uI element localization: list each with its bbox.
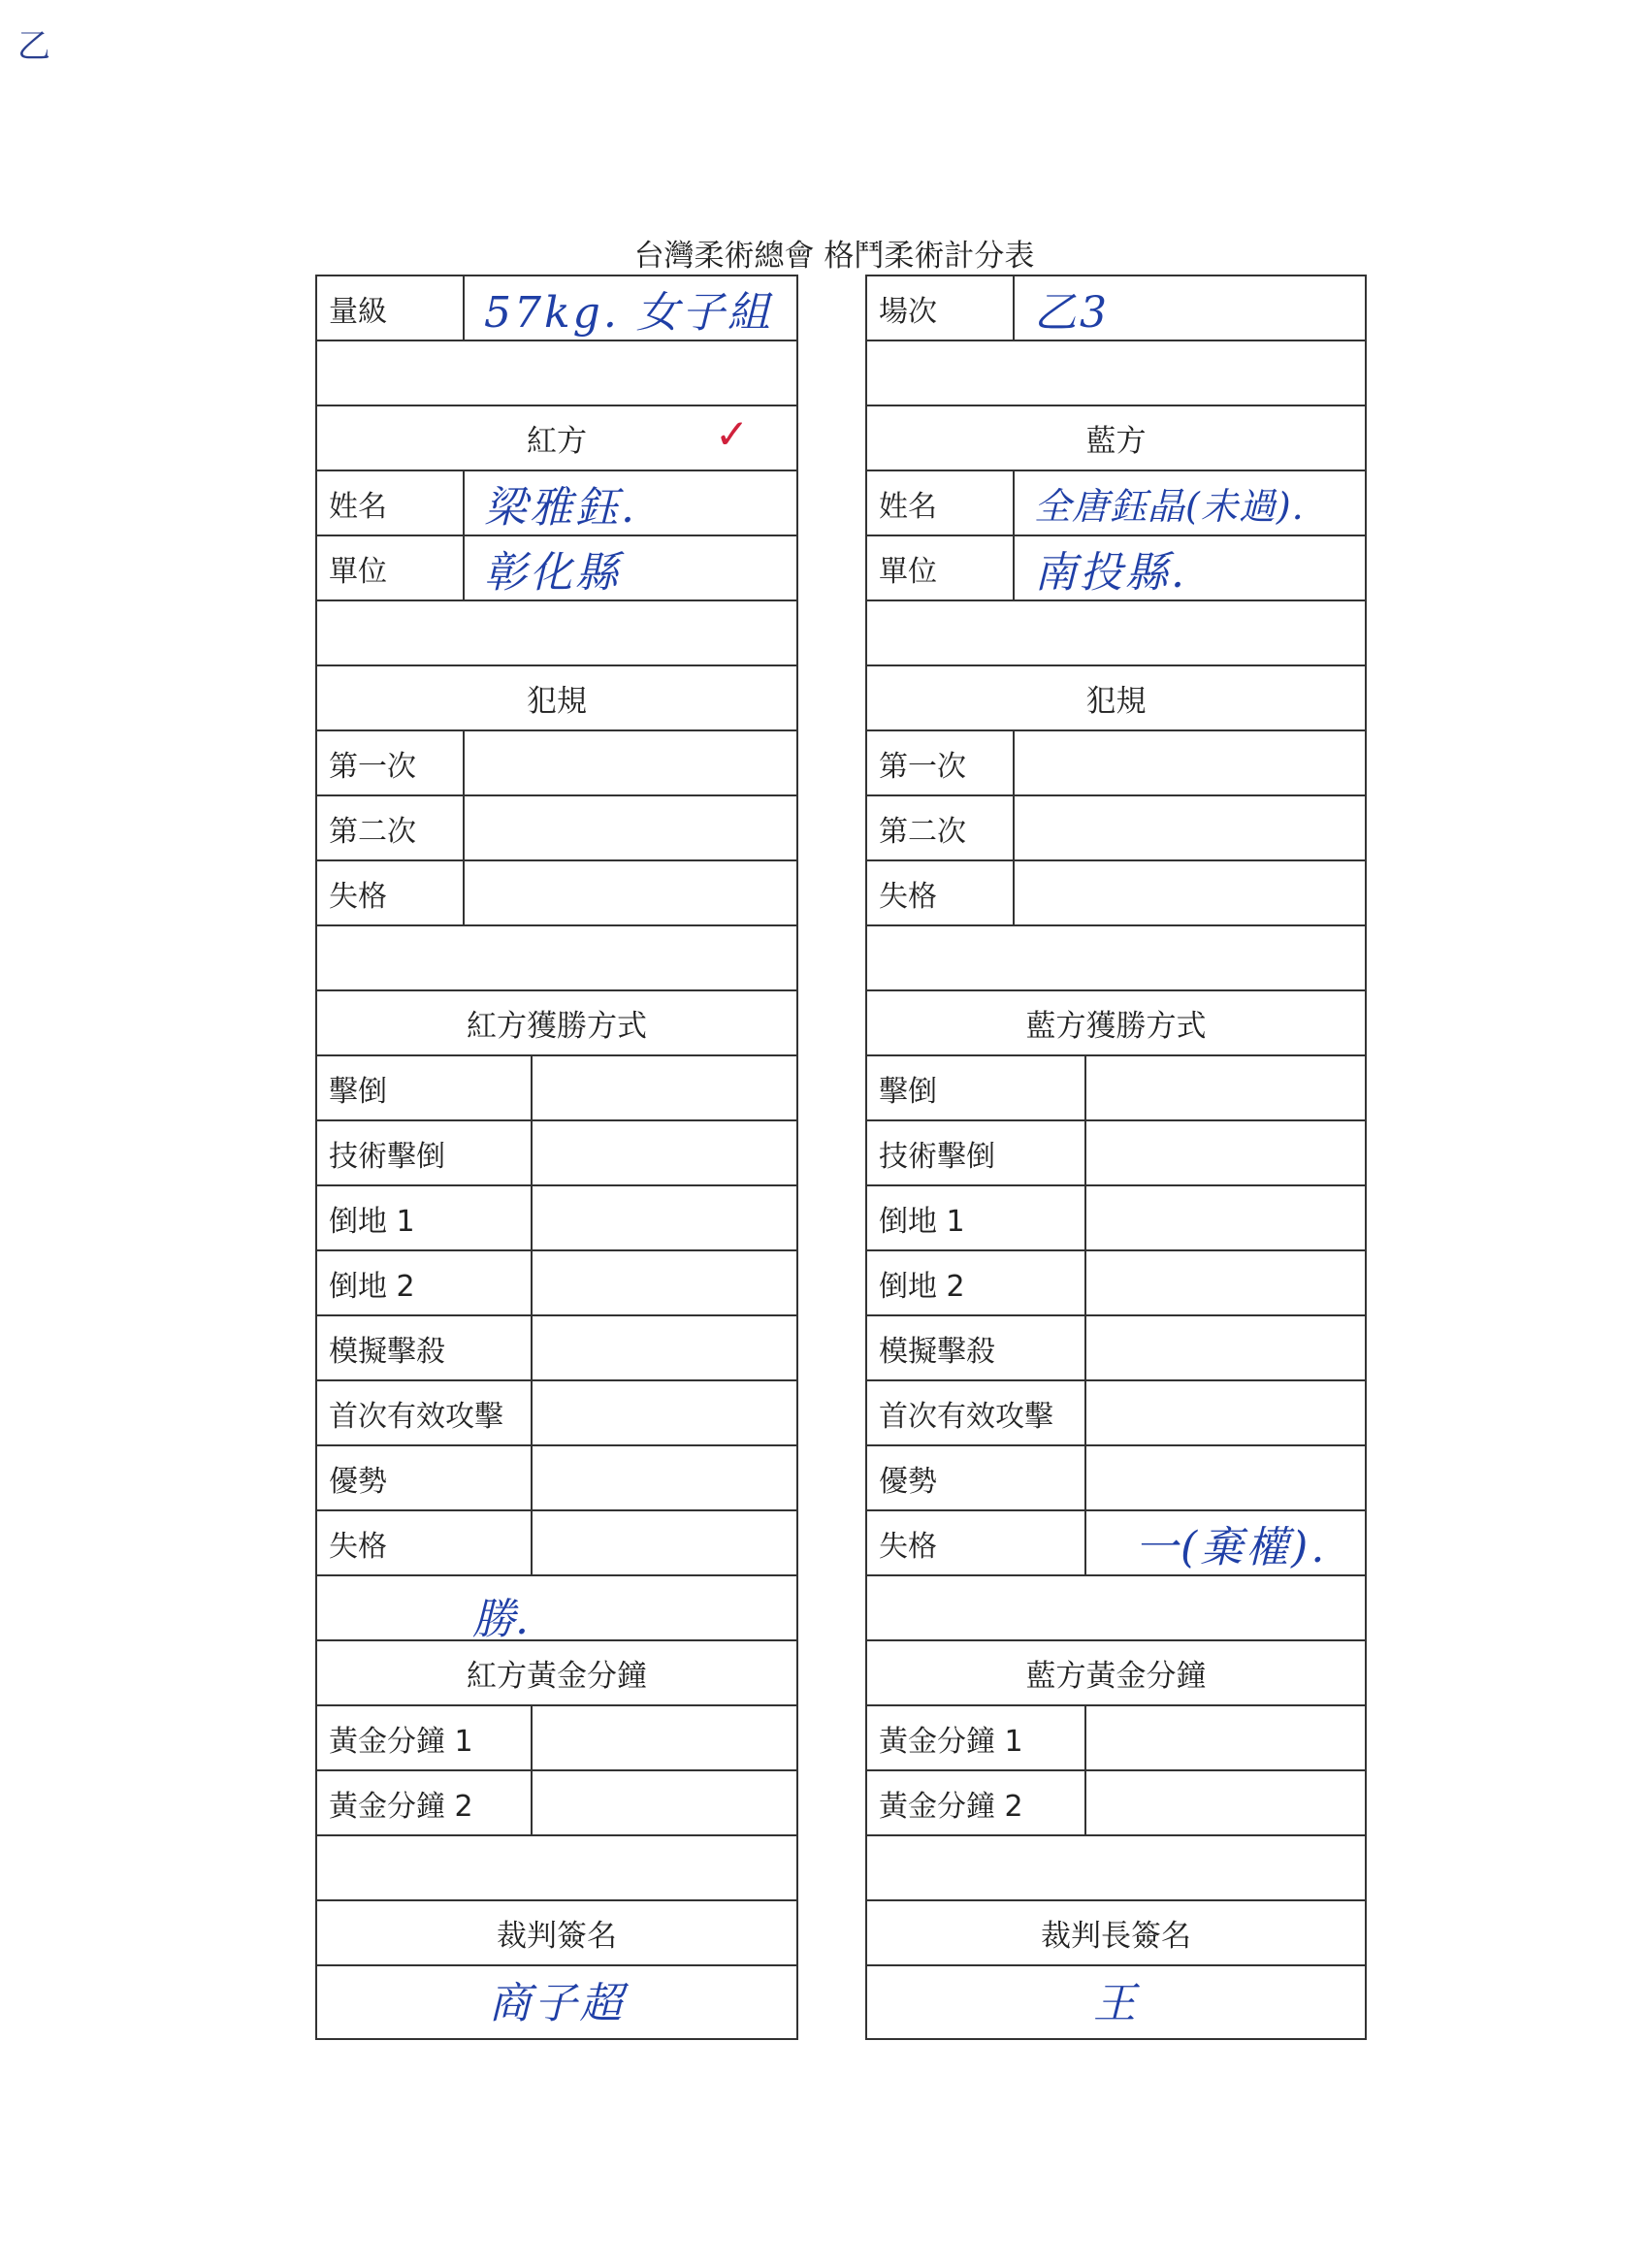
blue-win-field[interactable]	[1086, 1121, 1365, 1184]
blue-unit-field[interactable]	[1015, 536, 1365, 599]
red-score-table	[315, 275, 798, 2040]
red-check-mark: ✓	[715, 410, 750, 458]
chief-referee-signature-header-row	[867, 1901, 1365, 1966]
blank-row	[867, 341, 1365, 406]
red-win-field[interactable]	[533, 1316, 796, 1379]
blue-win-row	[867, 1186, 1365, 1251]
match-field[interactable]	[1015, 276, 1365, 340]
red-win-field[interactable]	[533, 1186, 796, 1249]
blue-fouls-header-row	[867, 666, 1365, 731]
blue-win-header-row	[867, 991, 1365, 1056]
weight-value[interactable]	[465, 276, 796, 340]
referee-signature-value: 商子超	[488, 1978, 626, 2028]
weight-row	[317, 276, 796, 341]
red-win-row	[317, 1251, 796, 1316]
referee-signature-header-row	[317, 1901, 796, 1966]
red-name-value: 梁雅鈺.	[484, 482, 637, 533]
blue-win-header: 藍方獲勝方式	[1025, 1009, 1207, 1044]
blue-name-field[interactable]	[1015, 471, 1365, 535]
red-win-row	[317, 1186, 796, 1251]
red-result-row	[317, 1576, 796, 1644]
red-foul-field[interactable]	[465, 861, 796, 924]
red-name-row	[317, 471, 796, 536]
red-win-field[interactable]	[533, 1381, 796, 1444]
blue-foul-field[interactable]	[1015, 861, 1365, 924]
blue-foul-field[interactable]	[1015, 731, 1365, 794]
red-header-row	[317, 406, 796, 471]
red-unit-label: 單位	[317, 536, 465, 599]
blue-win-field[interactable]	[1086, 1316, 1365, 1379]
red-foul-label: 第二次	[317, 796, 465, 859]
corner-mark: 乙	[17, 27, 50, 66]
blue-golden-header: 藍方黃金分鐘	[1025, 1659, 1207, 1694]
blank-row	[867, 926, 1365, 991]
red-golden-row	[317, 1771, 796, 1836]
red-win-label: 失格	[317, 1511, 533, 1574]
red-win-row	[317, 1446, 796, 1511]
blue-win-row	[867, 1121, 1365, 1186]
red-golden-field[interactable]	[533, 1771, 796, 1834]
red-golden-header-row	[317, 1641, 796, 1706]
chief-referee-signature-value: 王	[1093, 1978, 1139, 2028]
red-win-row	[317, 1381, 796, 1446]
blue-win-label: 首次有效攻擊	[867, 1381, 1086, 1444]
red-win-field[interactable]	[533, 1511, 796, 1574]
blue-win-label: 擊倒	[867, 1056, 1086, 1119]
blue-golden-row	[867, 1771, 1365, 1836]
red-foul-field[interactable]	[465, 731, 796, 794]
red-win-label: 模擬擊殺	[317, 1316, 533, 1379]
blue-win-field[interactable]	[1086, 1251, 1365, 1314]
blue-header-row	[867, 406, 1365, 471]
red-win-label: 倒地 2	[317, 1251, 533, 1314]
red-win-row	[317, 1316, 796, 1381]
red-win-label: 倒地 1	[317, 1186, 533, 1249]
blue-win-row	[867, 1316, 1365, 1381]
red-win-header: 紅方獲勝方式	[467, 1009, 647, 1044]
blue-win-field[interactable]	[1086, 1186, 1365, 1249]
blue-win-field[interactable]	[1086, 1446, 1365, 1509]
blue-golden-label: 黃金分鐘 2	[867, 1771, 1086, 1834]
match-label: 場次	[867, 276, 1015, 340]
red-win-field[interactable]	[533, 1056, 796, 1119]
blue-side-header: 藍方	[1085, 424, 1147, 459]
red-foul-row-3	[317, 861, 796, 926]
blue-golden-header-row	[867, 1641, 1365, 1706]
red-foul-row-2	[317, 796, 796, 861]
blue-disqualify-value: 一(棄權).	[1135, 1522, 1328, 1572]
red-win-header-row	[317, 991, 796, 1056]
referee-signature-row[interactable]	[317, 1966, 796, 2031]
blank-row	[317, 1836, 796, 1901]
match-value: 乙3	[1034, 287, 1110, 338]
blue-name-row	[867, 471, 1365, 536]
red-win-field[interactable]	[533, 1251, 796, 1314]
blank-row	[867, 1576, 1365, 1641]
blue-fouls-header: 犯規	[1085, 684, 1147, 719]
red-golden-label: 黃金分鐘 1	[317, 1706, 533, 1769]
page-title: 台灣柔術總會 格鬥柔術計分表	[633, 239, 1035, 274]
blue-win-label: 技術擊倒	[867, 1121, 1086, 1184]
blue-win-label: 模擬擊殺	[867, 1316, 1086, 1379]
blue-win-field[interactable]	[1086, 1056, 1365, 1119]
blue-win-row	[867, 1446, 1365, 1511]
red-foul-field[interactable]	[465, 796, 796, 859]
red-win-row	[317, 1056, 796, 1121]
red-golden-label: 黃金分鐘 2	[317, 1771, 533, 1834]
blank-row	[317, 601, 796, 666]
red-golden-row	[317, 1706, 796, 1771]
blank-row	[867, 1836, 1365, 1901]
blue-foul-label: 失格	[867, 861, 1015, 924]
red-foul-label: 失格	[317, 861, 465, 924]
red-unit-field[interactable]	[465, 536, 796, 599]
blue-win-label: 失格	[867, 1511, 1086, 1574]
red-side-header: 紅方	[527, 424, 587, 459]
red-win-label: 首次有效攻擊	[317, 1381, 533, 1444]
red-name-field[interactable]	[465, 471, 796, 535]
weight-handwritten: 57kg. 女子組	[484, 287, 773, 338]
red-unit-value: 彰化縣	[484, 547, 621, 598]
red-win-field[interactable]	[533, 1121, 796, 1184]
blue-foul-row-1	[867, 731, 1365, 796]
blue-win-label: 倒地 2	[867, 1251, 1086, 1314]
red-win-row	[317, 1121, 796, 1186]
blue-win-row	[867, 1056, 1365, 1121]
blue-unit-value: 南投縣.	[1034, 547, 1187, 598]
blue-win-field[interactable]	[1086, 1381, 1365, 1444]
blue-golden-field[interactable]	[1086, 1706, 1365, 1769]
blank-row	[867, 601, 1365, 666]
blue-win-row	[867, 1381, 1365, 1446]
blue-unit-label: 單位	[867, 536, 1015, 599]
blue-disqualify-field[interactable]	[1086, 1511, 1365, 1574]
blue-win-label: 倒地 1	[867, 1186, 1086, 1249]
red-win-row	[317, 1511, 796, 1576]
blue-win-row	[867, 1251, 1365, 1316]
blue-foul-label: 第一次	[867, 731, 1015, 794]
referee-signature	[317, 1966, 796, 2031]
red-unit-row	[317, 536, 796, 601]
red-win-label: 技術擊倒	[317, 1121, 533, 1184]
blue-win-row	[867, 1511, 1365, 1576]
red-fouls-header: 犯規	[527, 684, 587, 719]
red-result-note: 勝.	[472, 1595, 529, 1644]
blue-name-value: 全唐鈺晶(未過).	[1034, 485, 1305, 528]
blue-foul-label: 第二次	[867, 796, 1015, 859]
red-fouls-header-row	[317, 666, 796, 731]
red-foul-row-1	[317, 731, 796, 796]
red-foul-label: 第一次	[317, 731, 465, 794]
chief-referee-signature	[867, 1966, 1365, 2031]
red-golden-field[interactable]	[533, 1706, 796, 1769]
weight-label: 量級	[317, 276, 465, 340]
referee-signature-header: 裁判簽名	[497, 1919, 617, 1954]
blue-foul-field[interactable]	[1015, 796, 1365, 859]
blue-unit-row	[867, 536, 1365, 601]
blue-name-label: 姓名	[867, 471, 1015, 535]
blank-row	[317, 341, 796, 406]
red-golden-header: 紅方黃金分鐘	[467, 1659, 647, 1694]
chief-referee-signature-header: 裁判長簽名	[1041, 1919, 1191, 1954]
blue-golden-label: 黃金分鐘 1	[867, 1706, 1086, 1769]
blue-score-table	[865, 275, 1367, 2040]
chief-referee-signature-row[interactable]	[867, 1966, 1365, 2031]
red-win-label: 擊倒	[317, 1056, 533, 1119]
red-name-label: 姓名	[317, 471, 465, 535]
blank-row	[317, 926, 796, 991]
blue-golden-field[interactable]	[1086, 1771, 1365, 1834]
match-row	[867, 276, 1365, 341]
blue-foul-row-3	[867, 861, 1365, 926]
red-win-label: 優勢	[317, 1446, 533, 1509]
blue-golden-row	[867, 1706, 1365, 1771]
blue-win-label: 優勢	[867, 1446, 1086, 1509]
red-win-field[interactable]	[533, 1446, 796, 1509]
blue-foul-row-2	[867, 796, 1365, 861]
